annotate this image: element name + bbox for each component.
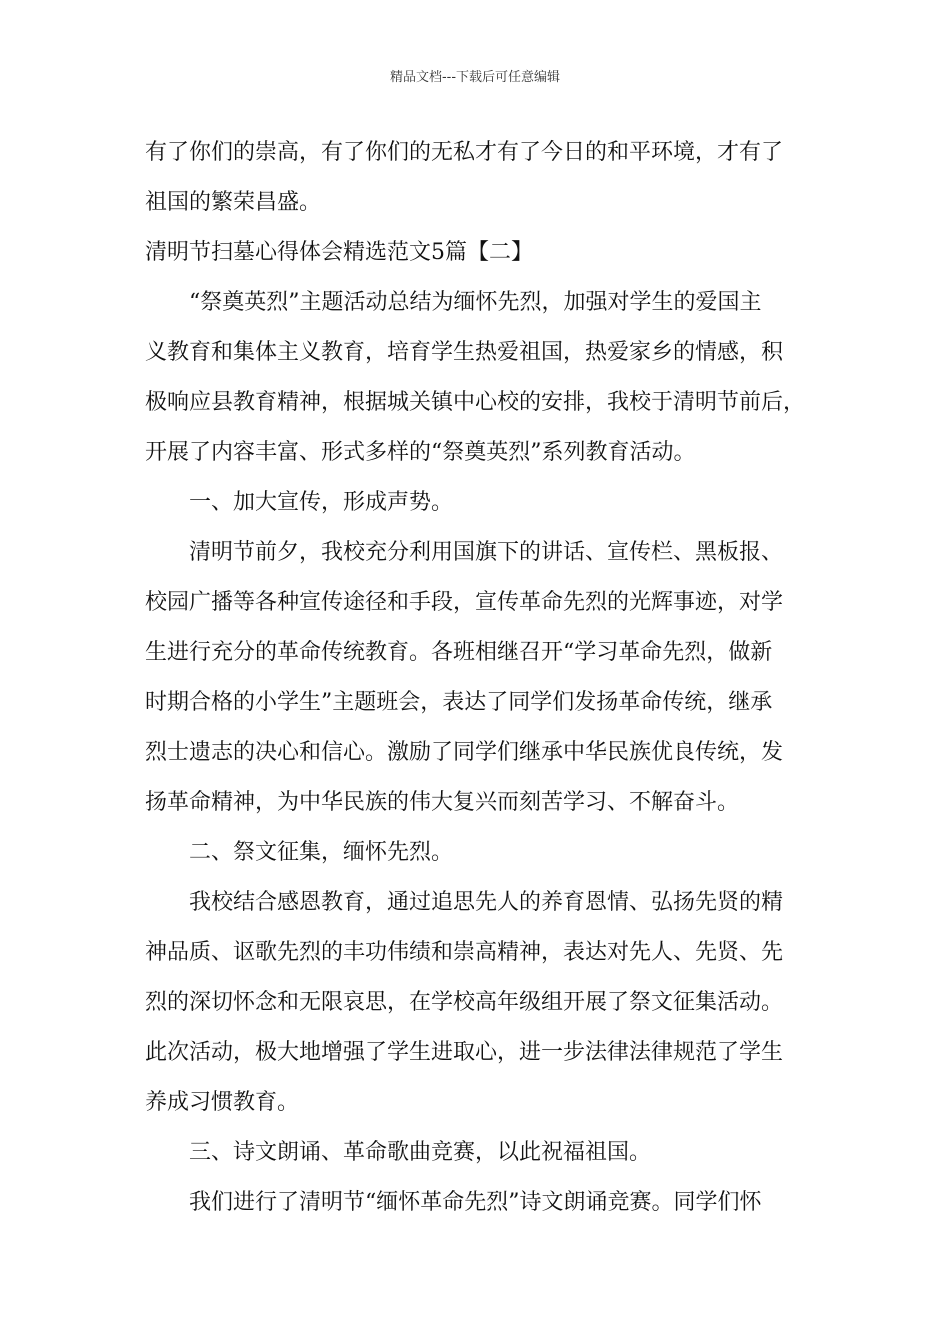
text-line: 开展了内容丰富、形式多样的“祭奠英烈”系列教育活动。 <box>145 440 696 465</box>
text-line: 清明节前夕，我校充分利用国旗下的讲话、宣传栏、黑板报、 <box>189 540 784 565</box>
text-line: 有了你们的崇高，有了你们的无私才有了今日的和平环境，才有了 <box>145 140 784 165</box>
text-line: 此次活动，极大地增强了学生进取心，进一步法律法律规范了学生 <box>145 1040 784 1065</box>
text-line: 义教育和集体主义教育，培育学生热爱祖国，热爱家乡的情感，积 <box>145 340 784 365</box>
text-line: 祖国的繁荣昌盛。 <box>145 190 322 215</box>
subheading: 三、诗文朗诵、革命歌曲竞赛，以此祝福祖国。 <box>189 1140 652 1165</box>
text-line: 烈的深切怀念和无限哀思，在学校高年级组开展了祭文征集活动。 <box>145 990 784 1015</box>
page-header: 精品文档---下载后可任意编辑 <box>389 70 561 85</box>
subheading: 一、加大宣传，形成声势。 <box>189 490 454 515</box>
text-line: 扬革命精神，为中华民族的伟大复兴而刻苦学习、不解奋斗。 <box>145 790 740 815</box>
text-line: 生进行充分的革命传统教育。各班相继召开“学习革命先烈，做新 <box>145 640 773 665</box>
text-line: 养成习惯教育。 <box>145 1090 300 1115</box>
text-line: 我校结合感恩教育，通过追思先人的养育恩情、弘扬先贤的精 <box>189 890 784 915</box>
text-line: 神品质、讴歌先烈的丰功伟绩和崇高精神，表达对先人、先贤、先 <box>145 940 784 965</box>
document-body <box>145 128 835 1228</box>
text-line: 我们进行了清明节“缅怀革命先烈”诗文朗诵竞赛。同学们怀 <box>189 1190 762 1215</box>
text-line: 烈士遗志的决心和信心。激励了同学们继承中华民族优良传统，发 <box>145 740 784 765</box>
text-line: 时期合格的小学生”主题班会，表达了同学们发扬革命传统，继承 <box>145 690 773 715</box>
text-line: 校园广播等各种宣传途径和手段，宣传革命先烈的光辉事迹，对学 <box>145 590 784 615</box>
subheading: 二、祭文征集，缅怀先烈。 <box>189 840 454 865</box>
section-title: 清明节扫墓心得体会精选范文5篇【二】 <box>145 240 533 265</box>
text-line: 极响应县教育精神，根据城关镇中心校的安排，我校于清明节前后， <box>145 390 806 415</box>
text-line: “祭奠英烈”主题活动总结为缅怀先烈，加强对学生的爱国主 <box>189 290 762 315</box>
